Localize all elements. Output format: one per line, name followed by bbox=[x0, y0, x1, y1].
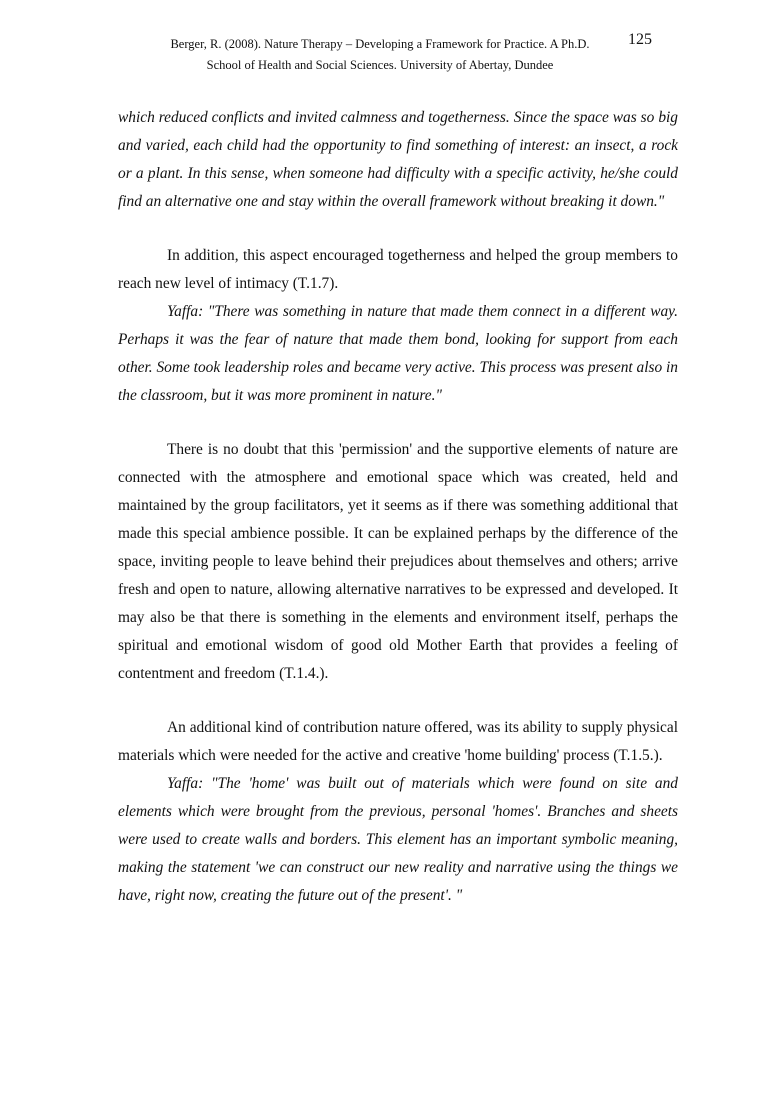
page-body bbox=[118, 104, 678, 910]
paragraph-permission: There is no doubt that this 'permission' and the supportive elements of nature are connected with the atmosphere and emotional space which was created, held and maintained by the group facilitators, yet it seems as if there was something additional that made this special ambience possible. It can be explained perhaps by the difference of the space, inviting people to leave behind their prejudices about themselves and others; arrive fresh and open to nature, allowing alternative narratives to be expressed and developed. It may also be that there is something in the elements and environment itself, perhaps the spiritual and emotional wisdom of good old Mother Earth that provides a feeling of contentment and freedom (T.1.4.). bbox=[118, 441, 678, 682]
quote-continued: which reduced conflicts and invited calmness and togetherness. Since the space was so big and varied, each child had the opportunity to find something of interest: an insect, a rock or a plant. In this sense, when someone had difficulty with a specific activity, he/she could find an alternative one and stay within the overall framework without breaking it down." bbox=[118, 109, 678, 210]
page-number: 125 bbox=[628, 31, 652, 48]
paragraph-materials: An additional kind of contribution nature offered, was its ability to supply physical materials which were needed for the active and creative 'home building' process (T.1.5.). bbox=[118, 719, 678, 764]
header-institution: School of Health and Social Sciences. University of Abertay, Dundee bbox=[206, 58, 554, 72]
quote-yaffa-bond: Yaffa: "There was something in nature that made them connect in a different way. Perhaps it was the fear of nature that made them bond, looking for support from each other. Some took leadership roles and became very active. This process was present also in the classroom, but it was more prominent in nature." bbox=[118, 303, 678, 404]
quote-yaffa-home: Yaffa: "The 'home' was built out of materials which were found on site and elements which were brought from the previous, personal 'homes'. Branches and sheets were used to create walls and borders. This element has an important symbolic meaning, making the statement 'we can construct our new reality and narrative using the things we have, right now, creating the future out of the present'. " bbox=[118, 775, 678, 904]
paragraph-intimacy: In addition, this aspect encouraged togetherness and helped the group members to reach new level of intimacy (T.1.7). bbox=[118, 247, 678, 292]
header-citation: Berger, R. (2008). Nature Therapy – Developing a Framework for Practice. A Ph.D. bbox=[170, 37, 590, 51]
